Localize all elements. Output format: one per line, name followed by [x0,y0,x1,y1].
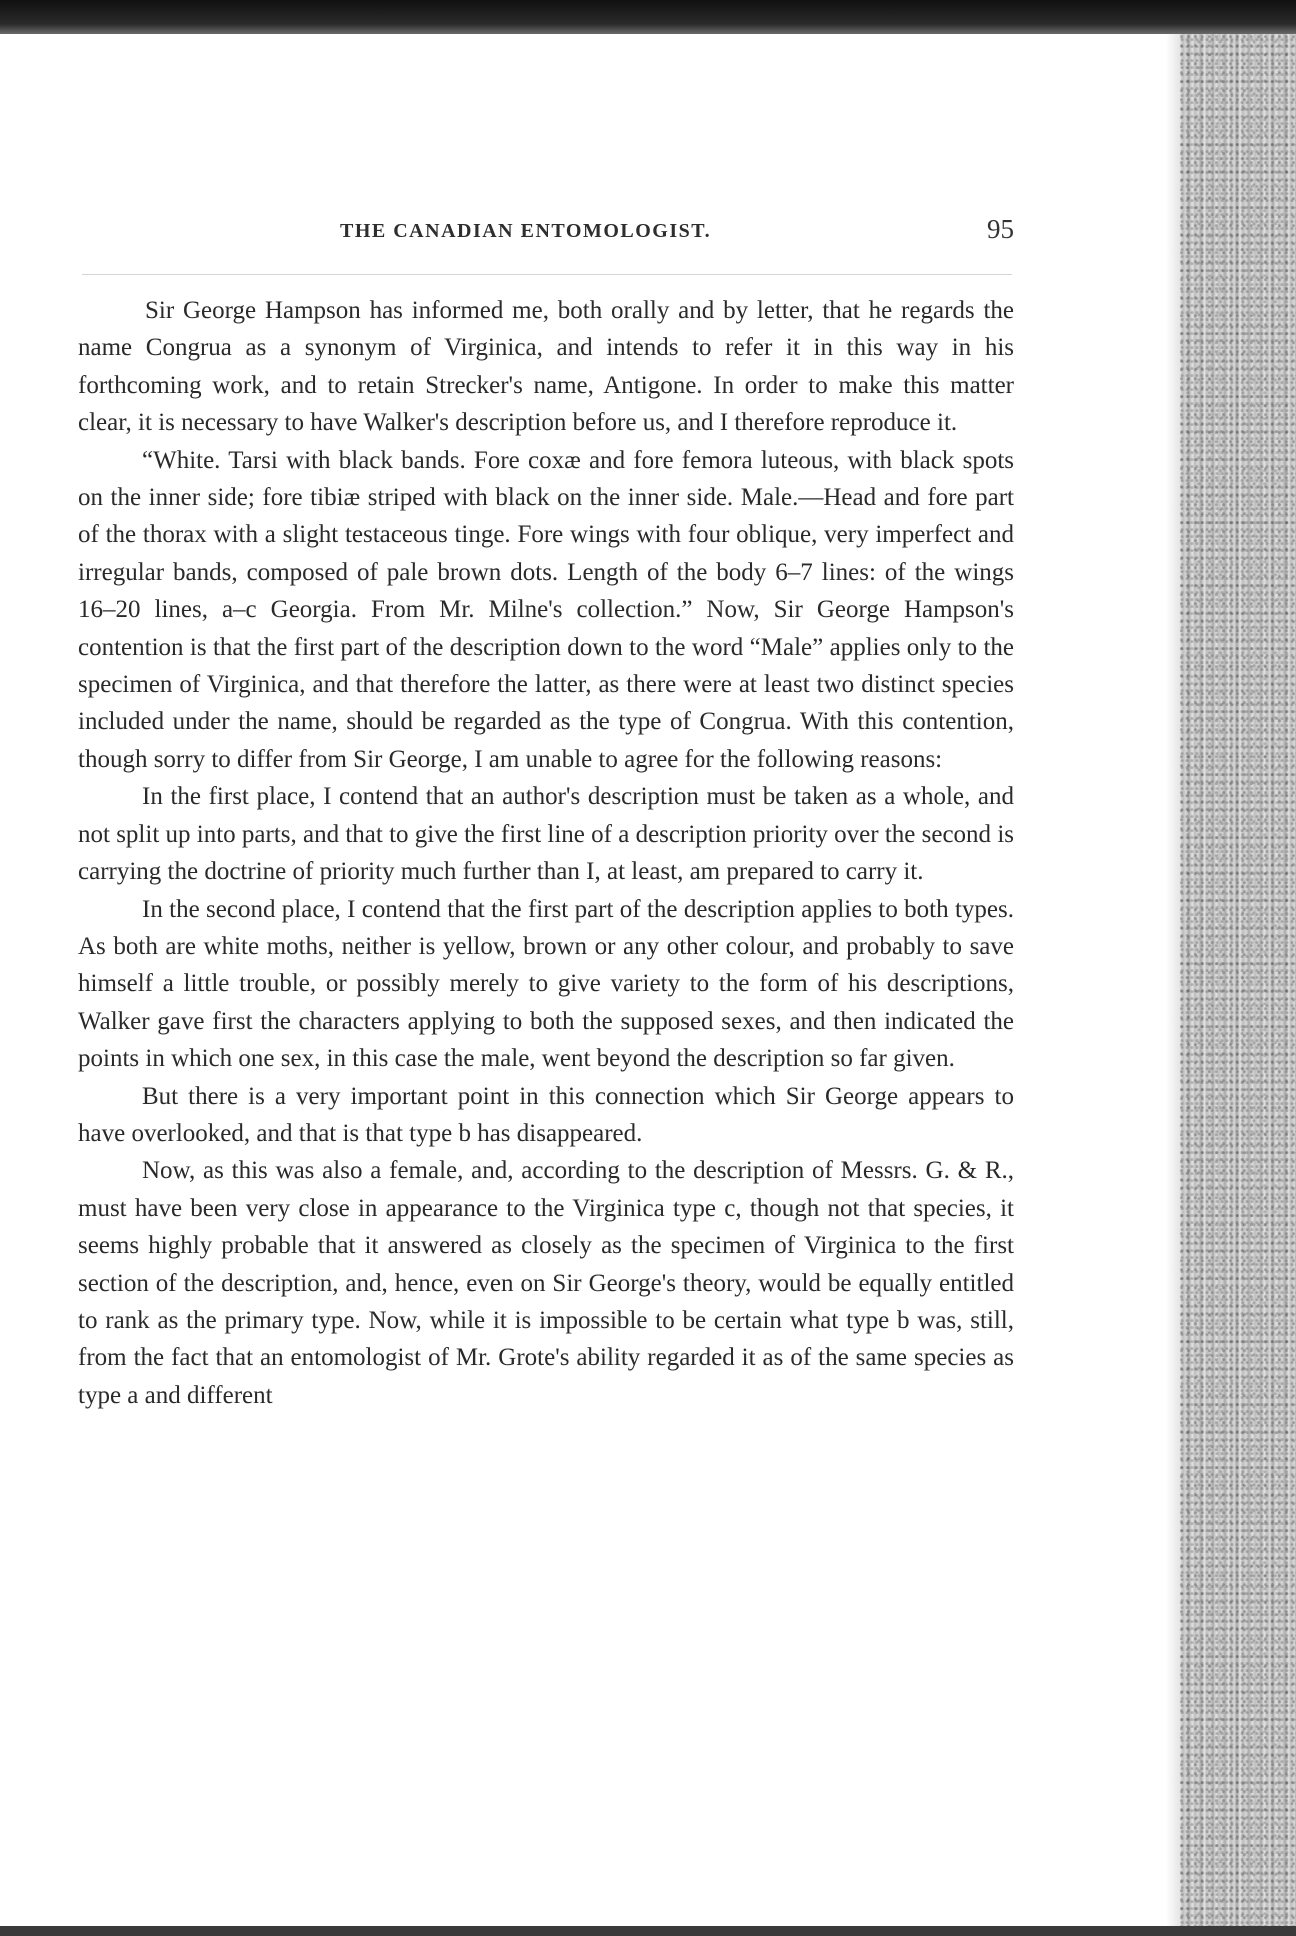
page-edge [1180,34,1296,1926]
paragraph: “White. Tarsi with black bands. Fore coxæ and fore femora luteous, with black spots on the inner side; fore tibiæ striped with black on the inner side. Male.—Head and fore part of the thorax with a slight testaceous tinge. Fore wings with four oblique, very imperfect and irregular bands, composed of pale brown dots. Length of the body 6–7 lines: of the wings 16–20 lines, a–c Georgia. From Mr. Milne's collection.” Now, Sir George Hampson's contention is that the first part of the description down to the word “Male” applies only to the specimen of Virginica, and that therefore the latter, as there were at least two distinct species included under the name, should be regarded as the type of Congrua. With this contention, though sorry to differ from Sir George, I am unable to agree for the following reasons: [78,446,1014,773]
page-number: 95 [987,214,1014,244]
article-body [78,292,1014,1414]
paragraph: Sir George Hampson has informed me, both orally and by letter, that he regards the name Congrua as a synonym of Virginica, and intends to refer it in this way in his forthcoming work, and to retain Strecker's name, Antigone. In order to make this matter clear, it is necessary to have Walker's description before us, and I therefore reproduce it. [78,297,1014,437]
running-header [78,214,1018,254]
page-edge-shadow [1166,34,1180,1926]
journal-title: THE CANADIAN ENTOMOLOGIST. [340,220,712,242]
header-rule [82,274,1012,275]
scan-bottom-border [0,1926,1296,1936]
paragraph: In the second place, I contend that the first part of the description applies to both types. As both are white moths, neither is yellow, brown or any other colour, and probably to save himself a little trouble, or possibly merely to give variety to the form of his descriptions, Walker gave first the characters applying to both the supposed sexes, and then indicated the points in which one sex, in this case the male, went beyond the description so far given. [78,895,1014,1073]
paragraph: Now, as this was also a female, and, according to the description of Messrs. G. & R., must have been very close in appearance to the Virginica type c, though not that species, it seems highly probable that it answered as closely as the specimen of Virginica to the first section of the description, and, hence, even on Sir George's theory, would be equally entitled to rank as the primary type. Now, while it is impossible to be certain what type b was, still, from the fact that an entomologist of Mr. Grote's ability regarded it as of the same species as type a and different [78,1157,1014,1409]
scan-top-border [0,0,1296,34]
paragraph: In the first place, I contend that an author's description must be taken as a whole, and not split up into parts, and that to give the first line of a description priority over the second is carrying the doctrine of priority much further than I, at least, am prepared to carry it. [78,783,1014,886]
paragraph: But there is a very important point in this connection which Sir George appears to have overlooked, and that is that type b has disappeared. [78,1082,1014,1147]
